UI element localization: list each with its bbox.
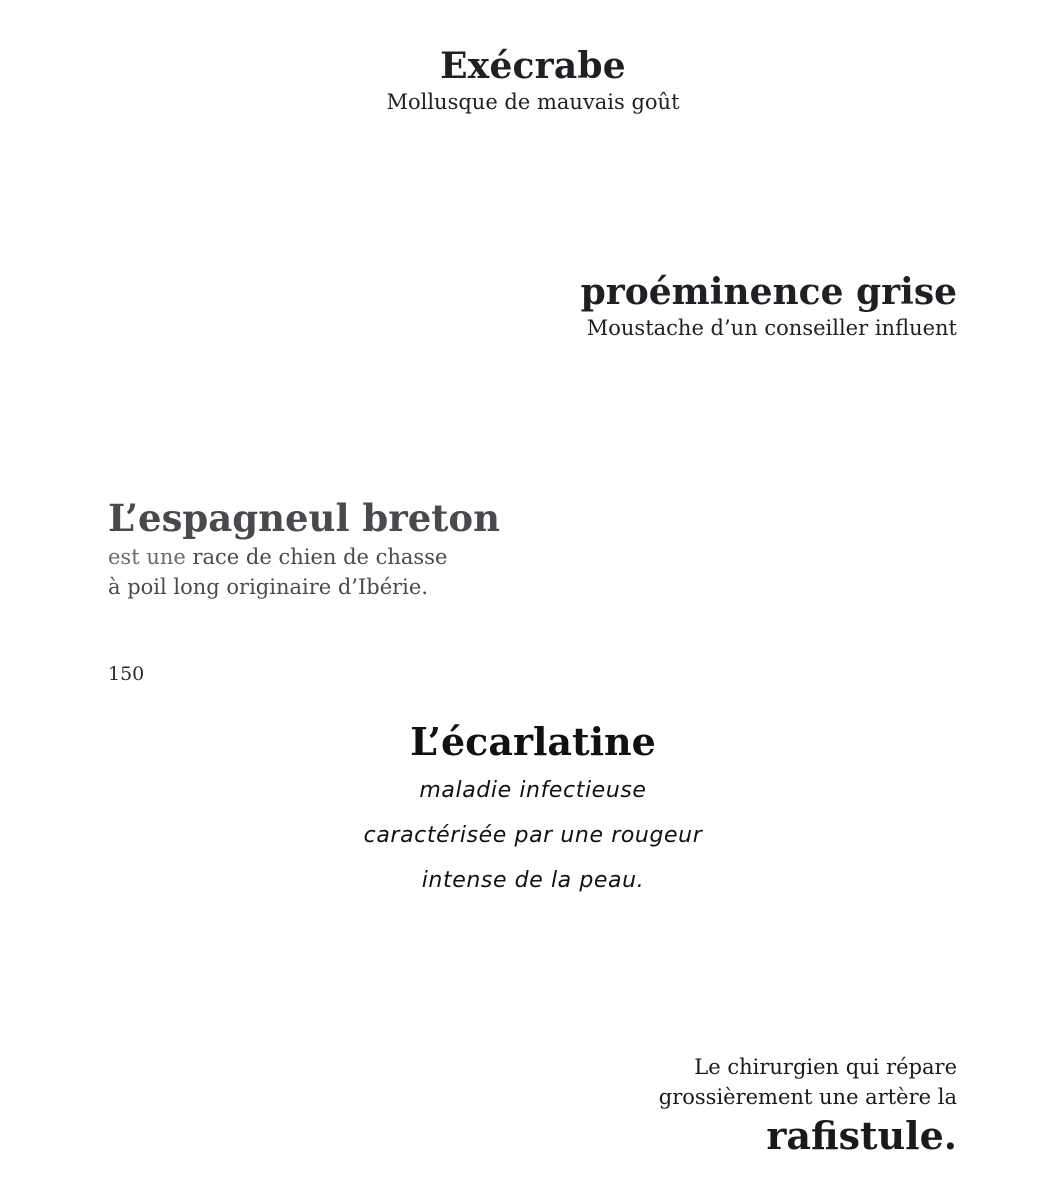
page-number: 150 bbox=[108, 663, 145, 685]
entry-proeminence-grise bbox=[581, 268, 957, 340]
definition-text: à poil long originaire d’Ibérie. bbox=[108, 575, 428, 599]
entry-term: L’espagneul breton bbox=[108, 496, 500, 540]
definition-line bbox=[108, 572, 500, 602]
definition-line: intense de la peau. bbox=[421, 868, 645, 893]
definition-line: grossièrement une artère la bbox=[658, 1085, 957, 1109]
entry-espagneul-breton bbox=[108, 494, 500, 602]
definition-text: race de chien de chasse bbox=[185, 545, 448, 569]
entry-term: L’écarlatine bbox=[410, 719, 656, 764]
definition-line: caractérisée par une rougeur bbox=[363, 823, 703, 848]
entry-term: Exécrabe bbox=[440, 45, 626, 87]
definition-line: maladie infectieuse bbox=[419, 778, 647, 803]
entry-execrabe bbox=[0, 42, 1053, 114]
entry-definition bbox=[0, 768, 1053, 903]
entry-term: proéminence grise bbox=[580, 271, 957, 313]
definition-muted-text: est une bbox=[108, 545, 186, 569]
entry-definition bbox=[108, 542, 500, 602]
entry-definition: Moustache d’un conseiller influent bbox=[586, 316, 957, 340]
entry-ecarlatine bbox=[0, 716, 1053, 903]
entry-definition bbox=[659, 1052, 957, 1112]
definition-line bbox=[108, 542, 500, 572]
entry-term: rafistule. bbox=[766, 1113, 957, 1158]
entry-definition: Mollusque de mauvais goût bbox=[386, 90, 680, 114]
definition-line: Le chirurgien qui répare bbox=[694, 1055, 957, 1079]
entry-rafistule bbox=[659, 1052, 957, 1160]
